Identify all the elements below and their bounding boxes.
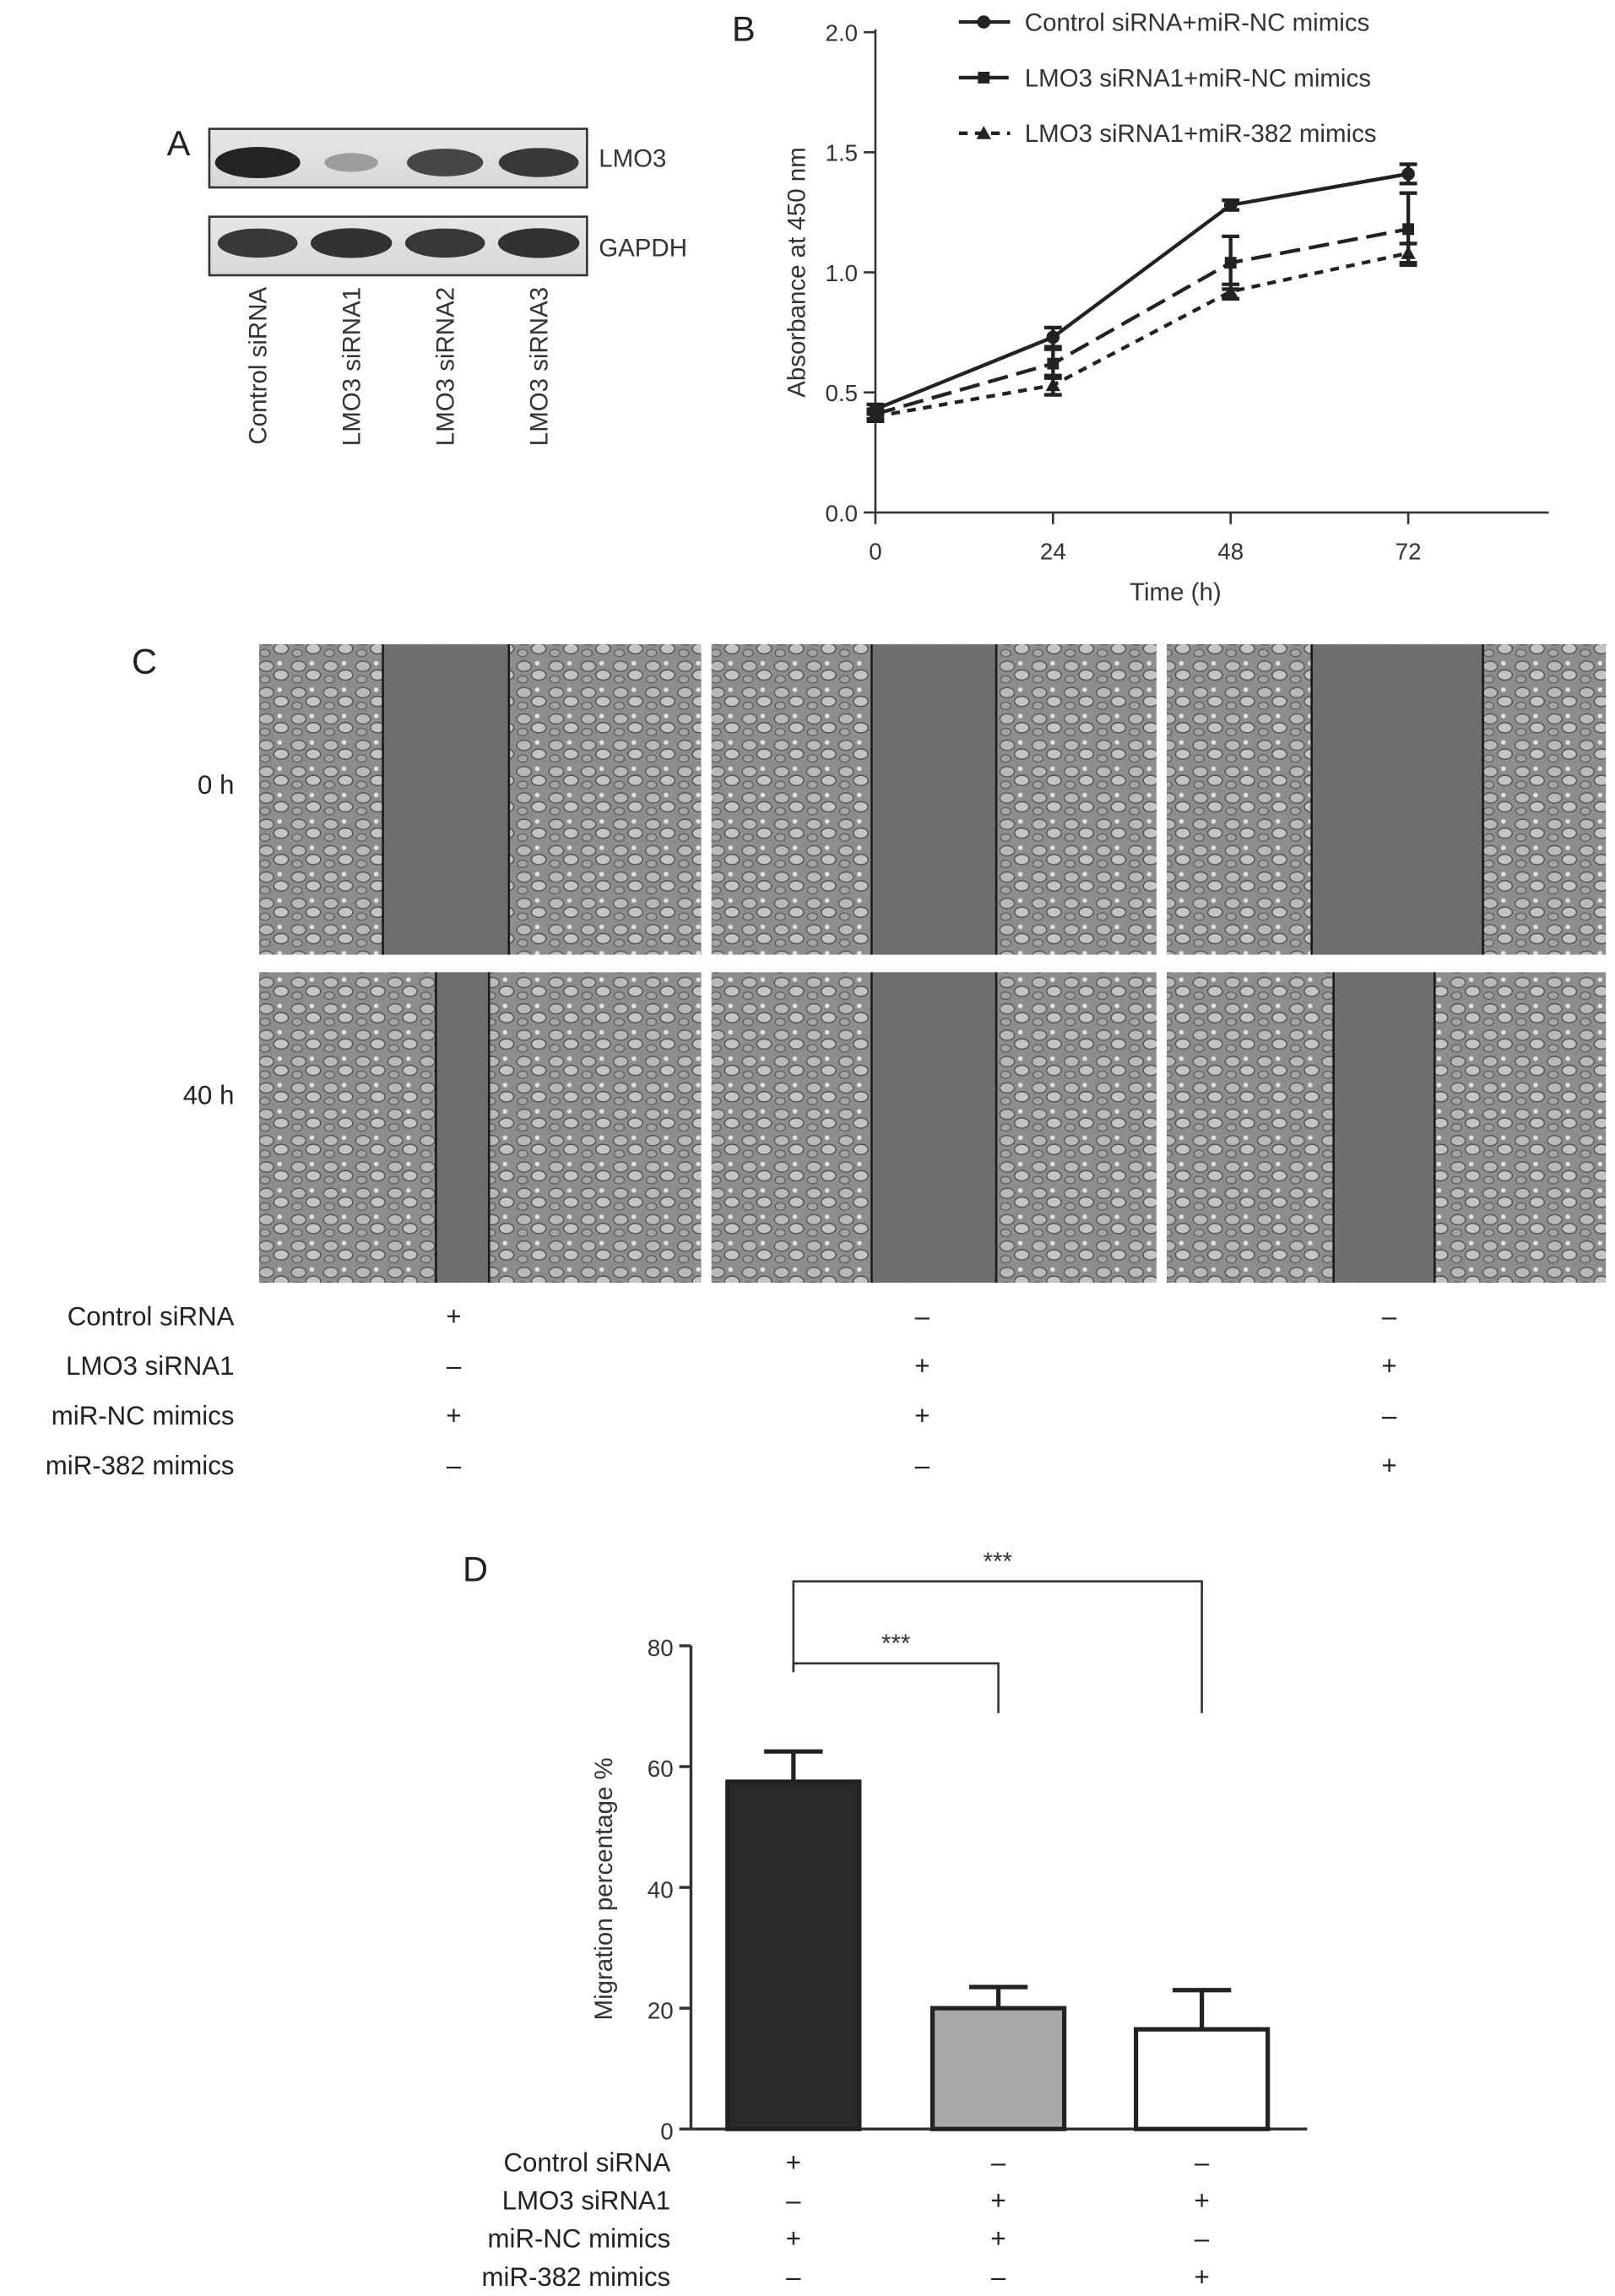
condition-sign: – bbox=[1194, 2147, 1210, 2178]
line-series bbox=[875, 229, 1408, 414]
condition-sign: – bbox=[446, 1351, 462, 1381]
condition-sign: – bbox=[446, 1451, 462, 1481]
blot-band bbox=[311, 228, 393, 258]
condition-sign: – bbox=[1194, 2223, 1210, 2254]
line-series bbox=[875, 174, 1408, 410]
line-y-tick-label: 1.0 bbox=[825, 259, 859, 286]
condition-sign: + bbox=[914, 1401, 930, 1431]
micrograph-image bbox=[259, 972, 702, 1283]
panel-d-letter: D bbox=[462, 1549, 489, 1589]
wound-gap bbox=[871, 644, 996, 955]
blot-band bbox=[218, 229, 298, 258]
line-y-tick-label: 0.5 bbox=[825, 380, 859, 407]
bar-y-tick-label: 0 bbox=[660, 2118, 674, 2145]
panel-b-letter: B bbox=[732, 8, 756, 49]
condition-sign: – bbox=[1381, 1301, 1397, 1332]
marker-circle bbox=[1401, 167, 1415, 181]
blot-band bbox=[498, 228, 580, 258]
condition-label: LMO3 siRNA1 bbox=[501, 2185, 671, 2216]
bar-y-axis-label: Migration percentage % bbox=[589, 1757, 618, 2021]
marker-square bbox=[978, 72, 989, 84]
marker-circle bbox=[1047, 331, 1060, 345]
condition-sign: + bbox=[990, 2223, 1006, 2254]
condition-sign: + bbox=[785, 2223, 801, 2254]
line-legend bbox=[959, 8, 1377, 148]
condition-sign: – bbox=[1381, 1401, 1397, 1431]
wound-gap bbox=[436, 972, 489, 1283]
wound-gap bbox=[1312, 644, 1483, 955]
panel-a-western-blot bbox=[167, 123, 687, 446]
blot-label-gapdh: GAPDH bbox=[599, 234, 688, 263]
panel-a-letter: A bbox=[166, 122, 191, 163]
row-label-40h: 40 h bbox=[182, 1080, 235, 1110]
marker-square bbox=[1225, 257, 1237, 269]
line-y-tick-label: 2.0 bbox=[825, 19, 859, 46]
condition-sign: – bbox=[990, 2261, 1006, 2292]
condition-label: miR-382 mimics bbox=[481, 2261, 671, 2292]
significance-label: *** bbox=[983, 1547, 1012, 1576]
condition-sign: + bbox=[990, 2185, 1006, 2216]
bar-y-tick-label: 40 bbox=[647, 1876, 674, 1903]
condition-sign: + bbox=[1194, 2185, 1210, 2216]
line-x-tick-label: 72 bbox=[1395, 538, 1422, 565]
legend-label: LMO3 siRNA1+miR-NC mimics bbox=[1024, 64, 1371, 93]
condition-sign: – bbox=[990, 2147, 1006, 2178]
marker-triangle bbox=[1401, 246, 1415, 259]
line-y-tick-label: 0.0 bbox=[825, 500, 859, 527]
bar bbox=[728, 1782, 859, 2129]
condition-label: miR-382 mimics bbox=[45, 1451, 235, 1481]
line-y-tick-label: 1.5 bbox=[825, 139, 859, 166]
blot-gapdh bbox=[209, 217, 687, 275]
legend-label: LMO3 siRNA1+miR-382 mimics bbox=[1024, 120, 1377, 149]
blot-band bbox=[407, 149, 483, 176]
wound-gap bbox=[871, 972, 996, 1283]
marker-square bbox=[1047, 358, 1059, 370]
bar-y-tick-label: 60 bbox=[647, 1756, 674, 1783]
lane-label-lmo3-sirna1: LMO3 siRNA1 bbox=[338, 286, 366, 447]
significance-bracket bbox=[794, 1664, 999, 1713]
wound-gap bbox=[383, 644, 509, 955]
condition-label: Control siRNA bbox=[503, 2147, 671, 2178]
condition-label: miR-NC mimics bbox=[487, 2223, 671, 2254]
condition-sign: + bbox=[1194, 2261, 1210, 2292]
line-x-tick-label: 24 bbox=[1039, 538, 1066, 565]
micrograph-image bbox=[259, 644, 702, 955]
legend-label: Control siRNA+miR-NC mimics bbox=[1024, 8, 1370, 37]
wound-gap bbox=[1334, 972, 1435, 1283]
marker-circle bbox=[977, 15, 990, 29]
blot-band bbox=[499, 148, 579, 177]
condition-label: miR-NC mimics bbox=[51, 1401, 235, 1431]
condition-sign: – bbox=[786, 2185, 801, 2216]
condition-label: LMO3 siRNA1 bbox=[66, 1351, 235, 1381]
blot-label-lmo3: LMO3 bbox=[599, 144, 667, 173]
condition-sign: – bbox=[914, 1451, 930, 1481]
micrograph-image bbox=[1167, 644, 1606, 955]
panel-d-bar-chart bbox=[463, 1548, 1308, 2292]
lane-label-control-sirna: Control siRNA bbox=[244, 286, 273, 445]
condition-sign: + bbox=[785, 2147, 801, 2178]
condition-sign: + bbox=[914, 1351, 930, 1381]
micrograph-image bbox=[712, 644, 1157, 955]
row-label-0h: 0 h bbox=[198, 769, 235, 800]
blot-band bbox=[215, 147, 301, 178]
bar-y-tick-label: 80 bbox=[647, 1635, 674, 1662]
line-series bbox=[875, 253, 1408, 416]
condition-sign: + bbox=[446, 1301, 462, 1332]
condition-sign: – bbox=[914, 1301, 930, 1332]
micrograph-image bbox=[712, 972, 1157, 1283]
micrograph-image bbox=[1167, 972, 1606, 1283]
bar bbox=[1136, 2029, 1268, 2129]
condition-sign: + bbox=[446, 1401, 462, 1431]
marker-circle bbox=[1224, 198, 1238, 212]
panel-b-line-chart bbox=[732, 8, 1549, 606]
lane-label-lmo3-sirna3: LMO3 siRNA3 bbox=[525, 286, 554, 447]
line-x-tick-label: 0 bbox=[869, 538, 882, 565]
panel-c-wound-healing bbox=[46, 642, 1606, 1480]
bar bbox=[933, 2008, 1065, 2129]
condition-sign: + bbox=[1381, 1451, 1397, 1481]
condition-sign: + bbox=[1381, 1351, 1397, 1381]
blot-lmo3 bbox=[209, 129, 666, 187]
significance-label: *** bbox=[881, 1629, 911, 1658]
line-x-axis-label: Time (h) bbox=[1130, 578, 1222, 606]
marker-square bbox=[1402, 223, 1414, 235]
condition-label: Control siRNA bbox=[67, 1301, 235, 1332]
lane-label-lmo3-sirna2: LMO3 siRNA2 bbox=[431, 286, 460, 447]
bar-y-tick-label: 20 bbox=[647, 1997, 674, 2024]
blot-band bbox=[324, 153, 377, 171]
line-x-tick-label: 48 bbox=[1217, 538, 1244, 565]
blot-band bbox=[405, 229, 485, 258]
condition-sign: – bbox=[786, 2261, 801, 2292]
line-y-axis-label: Absorbance at 450 nm bbox=[783, 147, 811, 398]
panel-c-letter: C bbox=[132, 641, 158, 681]
